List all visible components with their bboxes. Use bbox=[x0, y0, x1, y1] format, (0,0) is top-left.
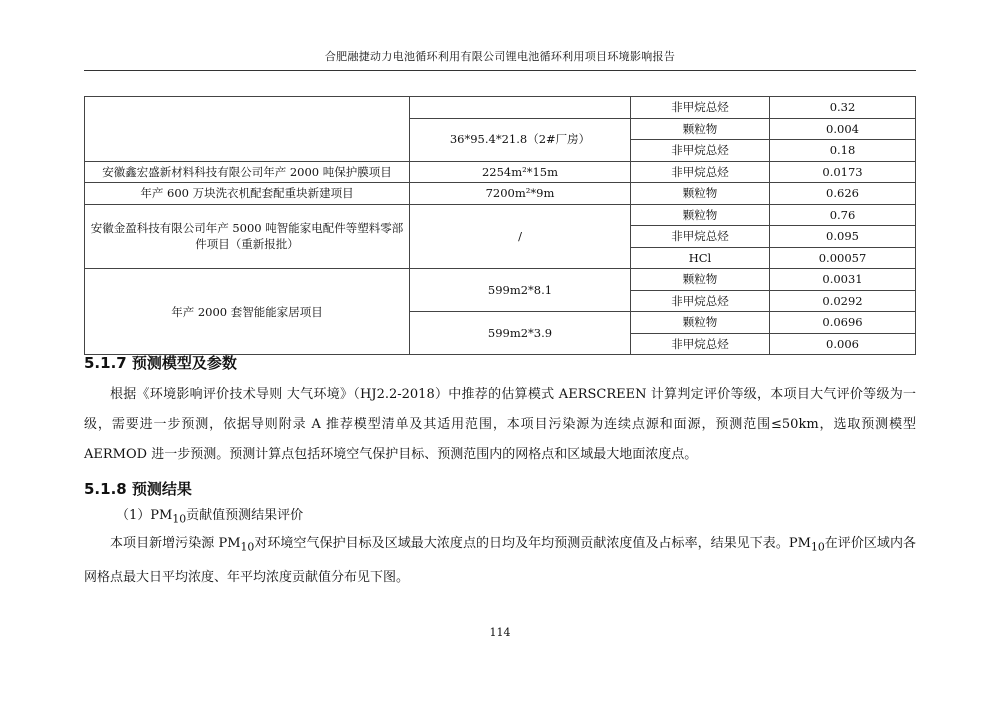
pollutant-cell: 颗粒物 bbox=[631, 312, 770, 334]
subscript: 10 bbox=[240, 540, 255, 554]
pollutant-cell: 颗粒物 bbox=[631, 183, 770, 205]
pollutant-cell: 非甲烷总烃 bbox=[631, 161, 770, 183]
value-cell: 0.18 bbox=[770, 140, 916, 162]
subscript: 10 bbox=[172, 512, 187, 526]
page-number: 114 bbox=[489, 626, 511, 639]
subsection-title bbox=[116, 504, 303, 526]
section-heading-518: 5.1.8 预测结果 bbox=[84, 480, 192, 498]
value-cell: 0.0696 bbox=[770, 312, 916, 334]
pollutant-cell: 非甲烷总烃 bbox=[631, 333, 770, 355]
value-cell: 0.32 bbox=[770, 97, 916, 119]
project-cell: 安徽鑫宏盛新材料科技有限公司年产 2000 吨保护膜项目 bbox=[85, 161, 410, 183]
source-cell bbox=[410, 97, 631, 119]
value-cell: 0.006 bbox=[770, 333, 916, 355]
source-cell: / bbox=[410, 204, 631, 269]
project-cell: 年产 600 万块洗衣机配套配重块新建项目 bbox=[85, 183, 410, 205]
value-cell: 0.00057 bbox=[770, 247, 916, 269]
project-cell: 安徽金盈科技有限公司年产 5000 吨智能家电配件等塑料零部件项目（重新报批） bbox=[85, 204, 410, 269]
paragraph-part: 对环境空气保护目标及区域最大浓度点的日均及年均预测贡献浓度值及占标率，结果见下表。PM bbox=[254, 536, 811, 551]
table-row bbox=[85, 204, 916, 226]
project-cell bbox=[85, 97, 410, 162]
table-row bbox=[85, 183, 916, 205]
pollutant-cell: HCl bbox=[631, 247, 770, 269]
pollutant-cell: 颗粒物 bbox=[631, 118, 770, 140]
source-cell: 7200m²*9m bbox=[410, 183, 631, 205]
value-cell: 0.0292 bbox=[770, 290, 916, 312]
source-cell: 36*95.4*21.8（2#厂房） bbox=[410, 118, 631, 161]
pollutant-cell: 颗粒物 bbox=[631, 204, 770, 226]
pollutant-cell: 非甲烷总烃 bbox=[631, 226, 770, 248]
source-cell: 2254m²*15m bbox=[410, 161, 631, 183]
section-517-paragraph: 根据《环境影响评价技术导则 大气环境》（HJ2.2-2018）中推荐的估算模式 AERSCREEN 计算判定评价等级，本项目大气评价等级为一级，需要进一步预测，依据导则附录 A 推荐模型清单及其适用范围，本项目污染源为连续点源和面源，预测范围≤50km，选取预测模型 AERMOD 进一步预测。预测计算点包括环境空气保护目标、预测范围内的网格点和区域最大地面浓度点。 bbox=[84, 387, 916, 462]
table-row bbox=[85, 97, 916, 119]
section-heading-517: 5.1.7 预测模型及参数 bbox=[84, 354, 237, 372]
page-header: 合肥融捷动力电池循环利用有限公司锂电池循环利用项目环境影响报告 bbox=[324, 50, 676, 63]
pollutant-cell: 颗粒物 bbox=[631, 269, 770, 291]
value-cell: 0.0173 bbox=[770, 161, 916, 183]
header-rule bbox=[84, 70, 916, 71]
value-cell: 0.004 bbox=[770, 118, 916, 140]
subsection-suffix: 贡献值预测结果评价 bbox=[186, 508, 304, 523]
pollutant-cell: 非甲烷总烃 bbox=[631, 140, 770, 162]
emission-source-table bbox=[84, 96, 916, 355]
value-cell: 0.0031 bbox=[770, 269, 916, 291]
pollutant-cell: 非甲烷总烃 bbox=[631, 97, 770, 119]
source-cell: 599m2*8.1 bbox=[410, 269, 631, 312]
value-cell: 0.626 bbox=[770, 183, 916, 205]
pollutant-cell: 非甲烷总烃 bbox=[631, 290, 770, 312]
source-cell: 599m2*3.9 bbox=[410, 312, 631, 355]
paragraph-part: 在评价区域内各网格点最大日平均浓度、年平均浓度贡献值分布见下图。 bbox=[84, 536, 916, 585]
table-row bbox=[85, 269, 916, 291]
table-row bbox=[85, 161, 916, 183]
subscript: 10 bbox=[810, 540, 825, 554]
project-cell: 年产 2000 套智能能家居项目 bbox=[85, 269, 410, 355]
paragraph-part: 本项目新增污染源 PM bbox=[110, 536, 241, 551]
section-518-paragraph bbox=[84, 529, 916, 593]
subsection-prefix: （1）PM bbox=[116, 508, 173, 523]
value-cell: 0.76 bbox=[770, 204, 916, 226]
value-cell: 0.095 bbox=[770, 226, 916, 248]
